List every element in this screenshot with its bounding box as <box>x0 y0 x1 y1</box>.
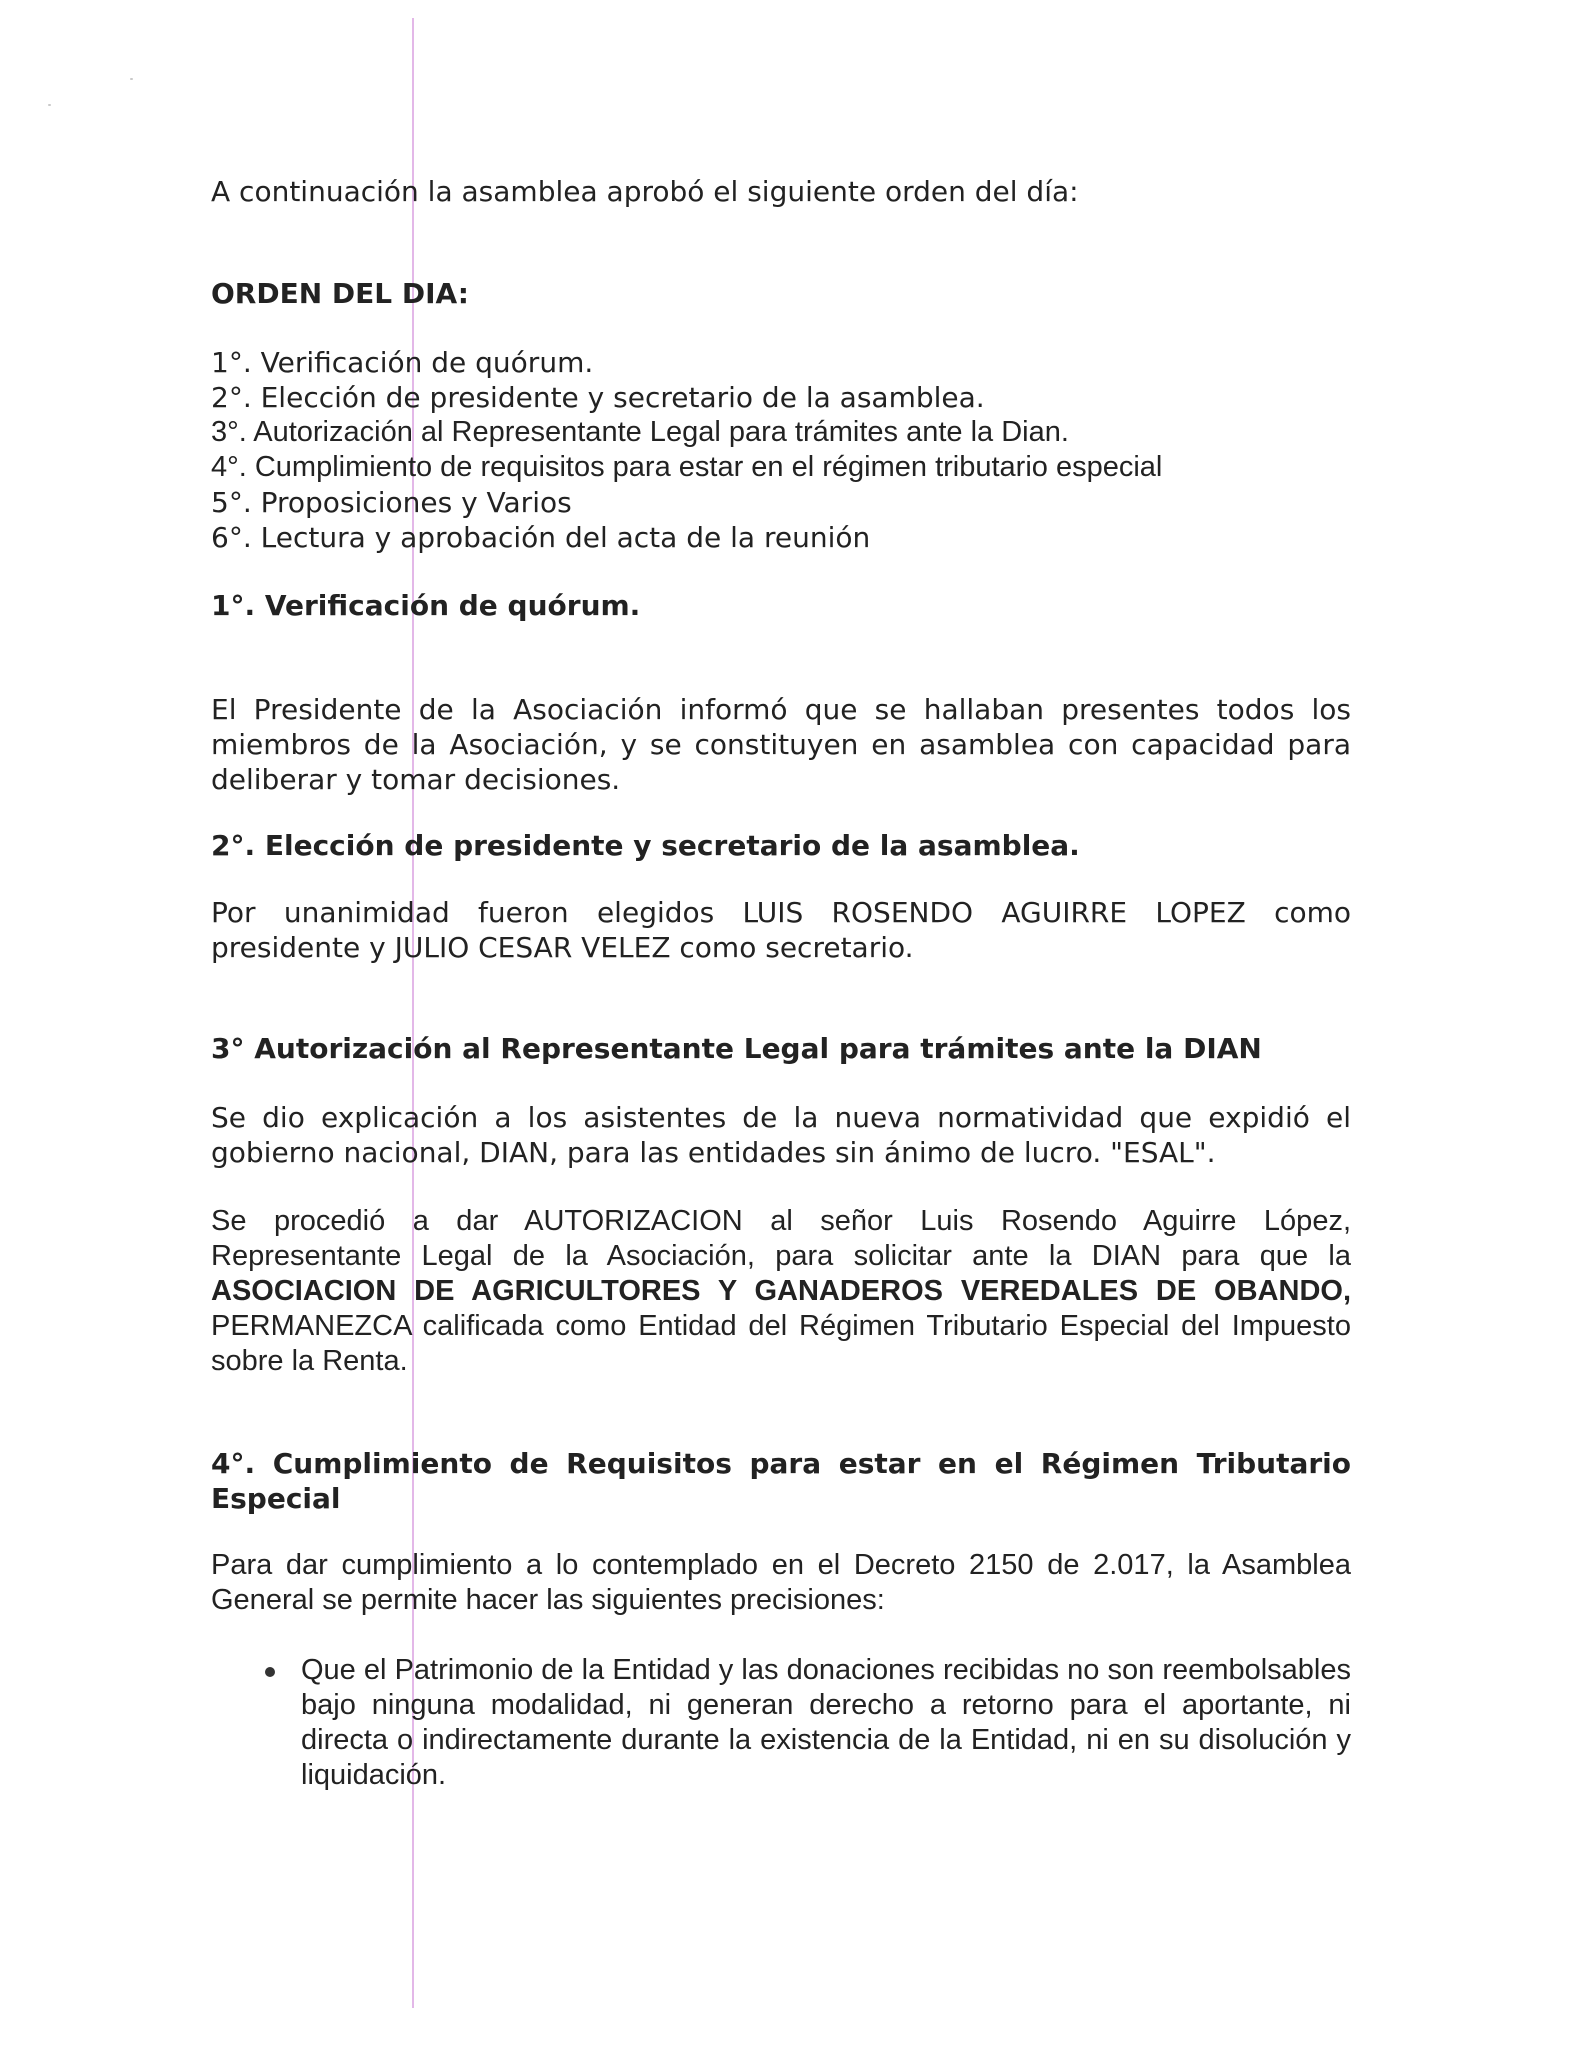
section3-body2 <box>211 1204 1351 1379</box>
agenda-list <box>211 345 1351 555</box>
agenda-item-5: 5°. Proposiciones y Varios <box>211 486 572 519</box>
agenda-item-6: 6°. Lectura y aprobación del acta de la reunión <box>211 521 871 554</box>
section1-heading: 1°. Verificación de quórum. <box>211 589 641 622</box>
scan-speck <box>48 104 51 106</box>
agenda-item-1: 1°. Verificación de quórum. <box>211 346 594 379</box>
agenda-item-4: 4°. Cumplimiento de requisitos para estar en el régimen tributario especial <box>211 451 1163 483</box>
agenda-item-3: 3°. Autorización al Representante Legal para trámites ante la Dian. <box>211 416 1069 448</box>
bullet-item <box>301 1653 1351 1793</box>
bullet-icon <box>265 1667 275 1677</box>
section3-body2-start: Se procedió a dar AUTORIZACION al señor Luis Rosendo Aguirre López, Representante Legal de la Asociación, para solicitar ante la DIAN para que la <box>211 1205 1351 1272</box>
section3-body1: Se dio explicación a los asistentes de la nueva normatividad que expidió el gobierno nacional, DIAN, para las entidades sin ánimo de lucro. "ESAL". <box>211 1101 1351 1169</box>
scan-speck <box>130 78 133 80</box>
section3-heading: 3° Autorización al Representante Legal para trámites ante la DIAN <box>211 1032 1262 1065</box>
intro-paragraph: A continuación la asamblea aprobó el siguiente orden del día: <box>211 175 1079 208</box>
bullet-text: Que el Patrimonio de la Entidad y las donaciones recibidas no son reembolsables bajo ninguna modalidad, ni generan derecho a retorno para el aportante, ni directa o indirectamente durante la existencia de la Entidad, ni en su disolución y liquidación. <box>301 1654 1351 1791</box>
section3-body2-end: PERMANEZCA calificada como Entidad del Régimen Tributario Especial del Impuesto sobre la Renta. <box>211 1310 1351 1377</box>
section2-heading: 2°. Elección de presidente y secretario de la asamblea. <box>211 829 1080 862</box>
section4-body: Para dar cumplimiento a lo contemplado en el Decreto 2150 de 2.017, la Asamblea General se permite hacer las siguientes precisiones: <box>211 1549 1351 1616</box>
section1-body: El Presidente de la Asociación informó que se hallaban presentes todos los miembros de la Asociación, y se constituyen en asamblea con capacidad para deliberar y tomar decisiones. <box>211 693 1351 796</box>
agenda-item-2: 2°. Elección de presidente y secretario de la asamblea. <box>211 381 985 414</box>
agenda-title: ORDEN DEL DIA: <box>211 277 469 310</box>
section2-body: Por unanimidad fueron elegidos LUIS ROSENDO AGUIRRE LOPEZ como presidente y JULIO CESAR VELEZ como secretario. <box>211 896 1351 964</box>
association-name: ASOCIACION DE AGRICULTORES Y GANADEROS VEREDALES DE OBANDO, <box>211 1275 1351 1307</box>
section4-heading: 4°. Cumplimiento de Requisitos para estar en el Régimen Tributario Especial <box>211 1447 1351 1515</box>
